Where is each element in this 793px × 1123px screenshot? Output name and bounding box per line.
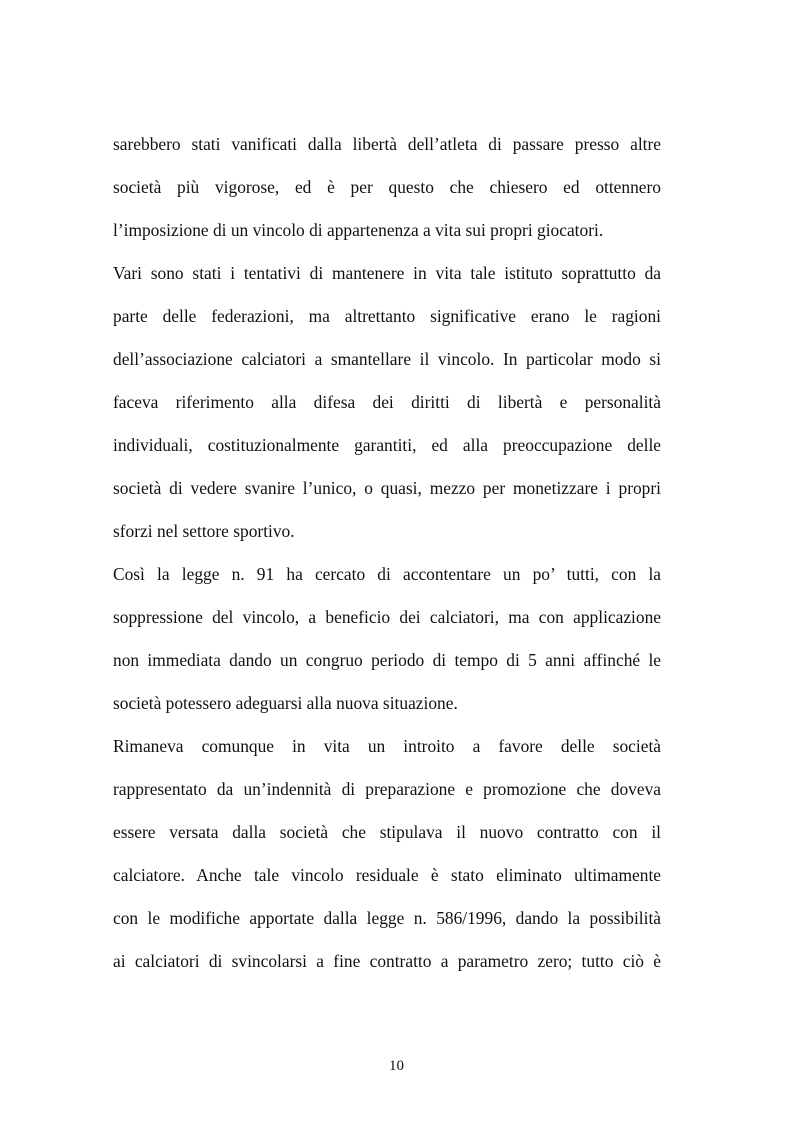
text-line: dell’associazione calciatori a smantellare il vincolo. In particolar modo si bbox=[113, 349, 661, 369]
text-line: Così la legge n. 91 ha cercato di accontentare un po’ tutti, con la bbox=[113, 564, 661, 584]
text-line: individuali, costituzionalmente garantiti, ed alla preoccupazione delle bbox=[113, 435, 661, 455]
text-line: soppressione del vincolo, a beneficio dei calciatori, ma con applicazione bbox=[113, 607, 661, 627]
text-line: società più vigorose, ed è per questo che chiesero ed ottennero bbox=[113, 177, 661, 197]
text-line: essere versata dalla società che stipulava il nuovo contratto con il bbox=[113, 822, 661, 842]
text-line: società di vedere svanire l’unico, o quasi, mezzo per monetizzare i propri bbox=[113, 478, 661, 498]
text-line: l’imposizione di un vincolo di appartenenza a vita sui propri giocatori. bbox=[113, 220, 604, 240]
text-line: sforzi nel settore sportivo. bbox=[113, 521, 295, 541]
text-line: ai calciatori di svincolarsi a fine contratto a parametro zero; tutto ciò è bbox=[113, 951, 661, 971]
text-line: sarebbero stati vanificati dalla libertà dell’atleta di passare presso altre bbox=[113, 134, 661, 154]
text-line: Vari sono stati i tentativi di mantenere in vita tale istituto soprattutto da bbox=[113, 263, 661, 283]
text-line: parte delle federazioni, ma altrettanto significative erano le ragioni bbox=[113, 306, 661, 326]
text-line: con le modifiche apportate dalla legge n. 586/1996, dando la possibilità bbox=[113, 908, 661, 928]
text-line: non immediata dando un congruo periodo di tempo di 5 anni affinché le bbox=[113, 650, 661, 670]
text-line: società potessero adeguarsi alla nuova situazione. bbox=[113, 693, 458, 713]
text-line: faceva riferimento alla difesa dei diritti di libertà e personalità bbox=[113, 392, 661, 412]
page-number: 10 bbox=[389, 1058, 404, 1074]
text-line: calciatore. Anche tale vincolo residuale è stato eliminato ultimamente bbox=[113, 865, 661, 885]
text-line: Rimaneva comunque in vita un introito a favore delle società bbox=[113, 736, 661, 756]
text-line: rappresentato da un’indennità di preparazione e promozione che doveva bbox=[113, 779, 661, 799]
